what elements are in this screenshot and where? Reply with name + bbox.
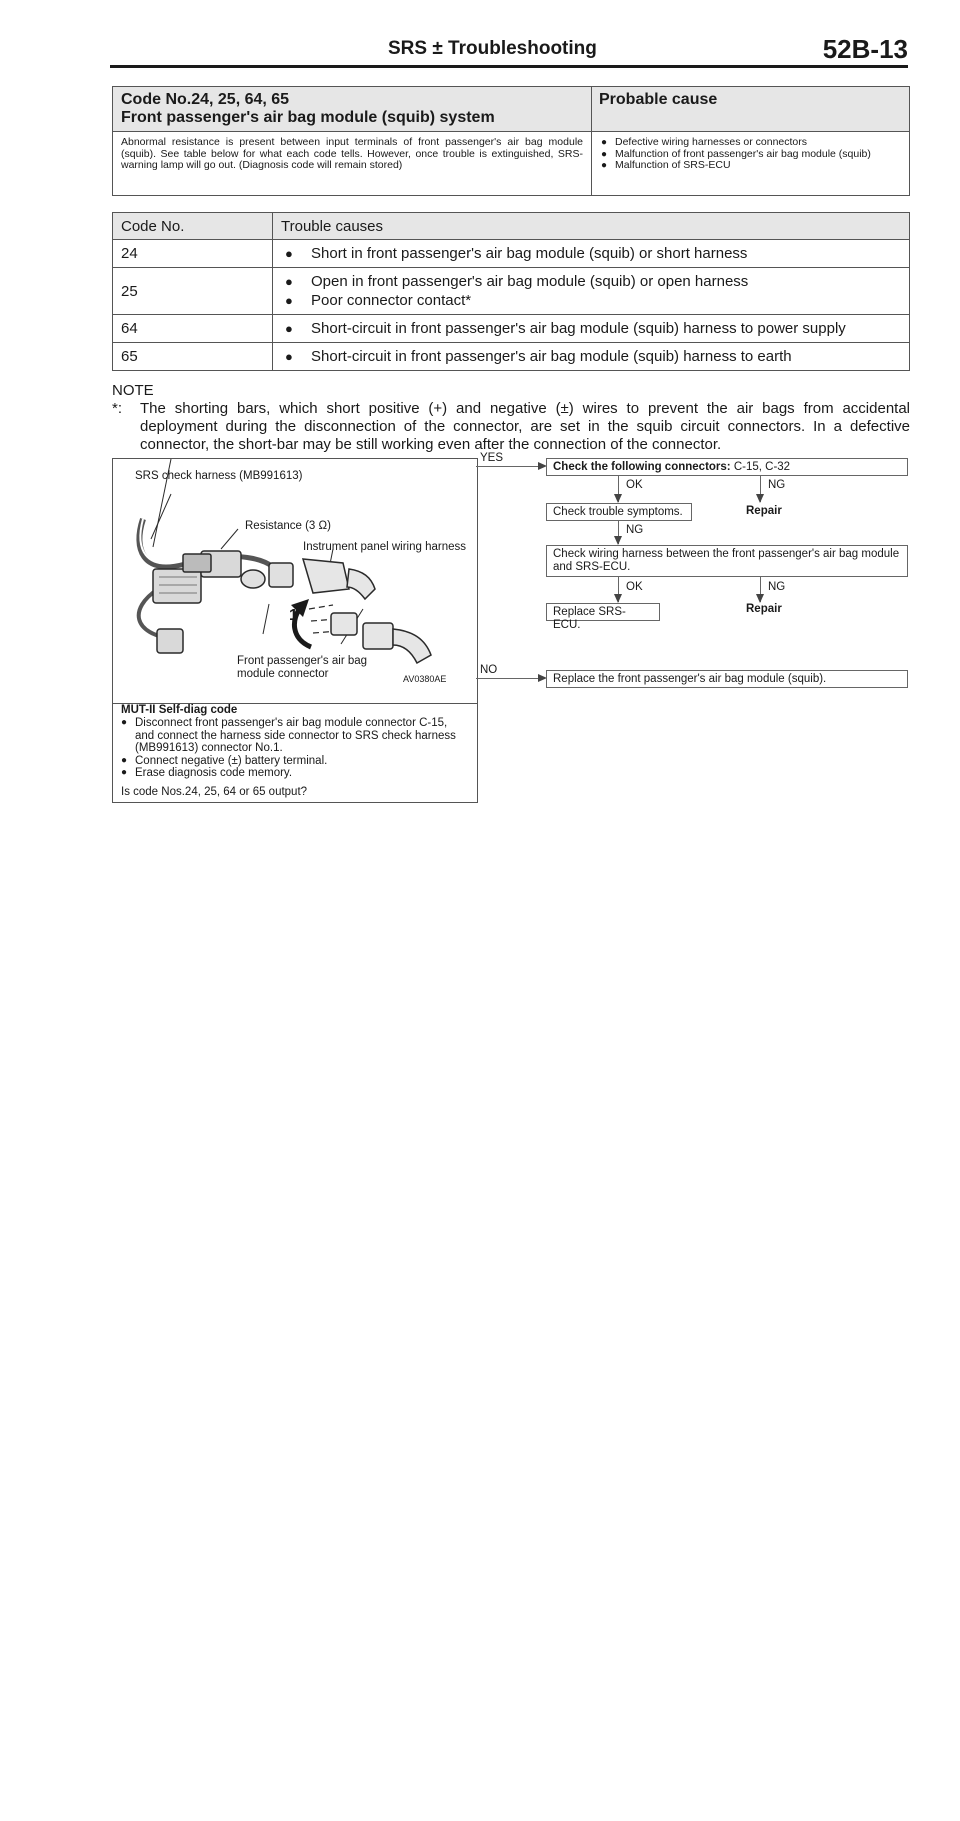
ng1-label: NG <box>768 479 786 491</box>
summary-divider <box>591 87 592 195</box>
ok1-arrow <box>614 494 622 503</box>
mut-question: Is code Nos.24, 25, 64 or 65 output? <box>121 786 308 798</box>
cause-item: ● Malfunction of front passenger's air bag module (squib) <box>599 149 901 161</box>
cause-cell: ● Open in front passenger's air bag module (squib) or open harness <box>281 272 909 291</box>
check-connectors-title: Check the following connectors: <box>553 461 731 473</box>
check-connectors-ids: C-15, C-32 <box>730 461 791 473</box>
section-code: 52B-13 <box>822 34 908 64</box>
code-heading <box>121 91 495 127</box>
yes-label: YES <box>480 452 504 464</box>
replace-ecu-box: Replace SRS-ECU. <box>546 603 660 621</box>
trouble-code-table <box>112 212 910 371</box>
code-cell: 65 <box>113 343 273 370</box>
replace-module-box: Replace the front passenger's air bag module (squib). <box>546 670 908 688</box>
cause-item: ● Defective wiring harnesses or connectors <box>599 137 901 149</box>
check-harness-label: SRS check harness (MB991613) <box>135 470 303 482</box>
table-row <box>113 240 909 268</box>
no-label: NO <box>480 664 498 676</box>
ng1-arrow <box>756 494 764 503</box>
module-connector-label-2: module connector <box>237 668 329 680</box>
mut-step: ● Erase diagnosis code memory. <box>121 767 467 780</box>
table-header <box>113 213 909 240</box>
resistance-label: Resistance (3 Ω) <box>245 520 331 532</box>
mut-check-box <box>112 702 478 803</box>
connector-number-label: 1 <box>289 607 298 624</box>
code-cell: 25 <box>113 268 273 314</box>
probable-cause-heading: Probable cause <box>599 91 718 108</box>
note-marker: *: <box>112 400 123 417</box>
table-row <box>113 315 909 343</box>
header-trouble-causes: Trouble causes <box>281 217 383 235</box>
repair1-label: Repair <box>746 505 782 517</box>
cause-cell: ● Short in front passenger's air bag module (squib) or short harness <box>281 244 909 263</box>
system-name: Front passenger's air bag module (squib) system <box>121 109 495 126</box>
harness-illustration <box>112 458 478 704</box>
mut-title: MUT-II Self-diag code <box>121 704 238 716</box>
code-cell: 64 <box>113 315 273 342</box>
cause-cell: ● Poor connector contact* <box>281 291 909 310</box>
module-connector-label-1: Front passenger's air bag <box>237 655 368 667</box>
note-label: NOTE <box>112 382 154 399</box>
cause-cell: ● Short-circuit in front passenger's air bag module (squib) harness to earth <box>281 347 909 366</box>
mut-step: ● Disconnect front passenger's air bag module connector C-15, and connect the harness side connector to SRS check harness (MB991613) connector No.1. <box>121 717 467 755</box>
ok2-label: OK <box>626 581 643 593</box>
check-symptoms-box: Check trouble symptoms. <box>546 503 692 521</box>
header-code-no: Code No. <box>113 213 273 239</box>
repair2-label: Repair <box>746 603 782 615</box>
mut-step: ● Connect negative (±) battery terminal. <box>121 755 467 768</box>
cause-cell: ● Short-circuit in front passenger's air bag module (squib) harness to power supply <box>281 319 909 338</box>
figure-id: AV0380AE <box>403 674 447 684</box>
code-numbers: Code No.24, 25, 64, 65 <box>121 91 290 108</box>
ng2-label: NG <box>626 524 644 536</box>
ok2-arrow <box>614 594 622 603</box>
check-connectors-box <box>546 458 908 476</box>
ok1-label: OK <box>626 479 643 491</box>
cause-item: ● Malfunction of SRS-ECU <box>599 160 901 172</box>
ng2-arrow <box>614 536 622 545</box>
instrument-harness-label: Instrument panel wiring harness <box>303 541 466 553</box>
summary-table <box>112 86 910 196</box>
header-rule <box>110 65 908 68</box>
probable-cause-list <box>599 137 901 172</box>
mut-steps <box>121 717 467 780</box>
no-connector <box>476 678 544 679</box>
page-title: SRS ± Troubleshooting <box>388 38 597 59</box>
code-description: Abnormal resistance is present between input terminals of front passenger's air bag module (squib). See table below for what each code tells. However, once trouble is extinguished, SRS-warning lamp will go out. (Diagnosis code will remain stored) <box>121 136 583 171</box>
table-row <box>113 343 909 370</box>
yes-connector <box>476 466 544 467</box>
check-wiring-box: Check wiring harness between the front passenger's air bag module and SRS-ECU. <box>546 545 908 577</box>
note-text: The shorting bars, which short positive (+) and negative (±) wires to prevent the air bags from accidental deployment during the disconnection of the connector, are set in the squib circuit connectors. In a defective connector, the short-bar may be still working even after the connection of the connector. <box>140 400 910 453</box>
ng3-arrow <box>756 594 764 603</box>
table-row <box>113 268 909 315</box>
code-cell: 24 <box>113 240 273 267</box>
ng3-label: NG <box>768 581 786 593</box>
